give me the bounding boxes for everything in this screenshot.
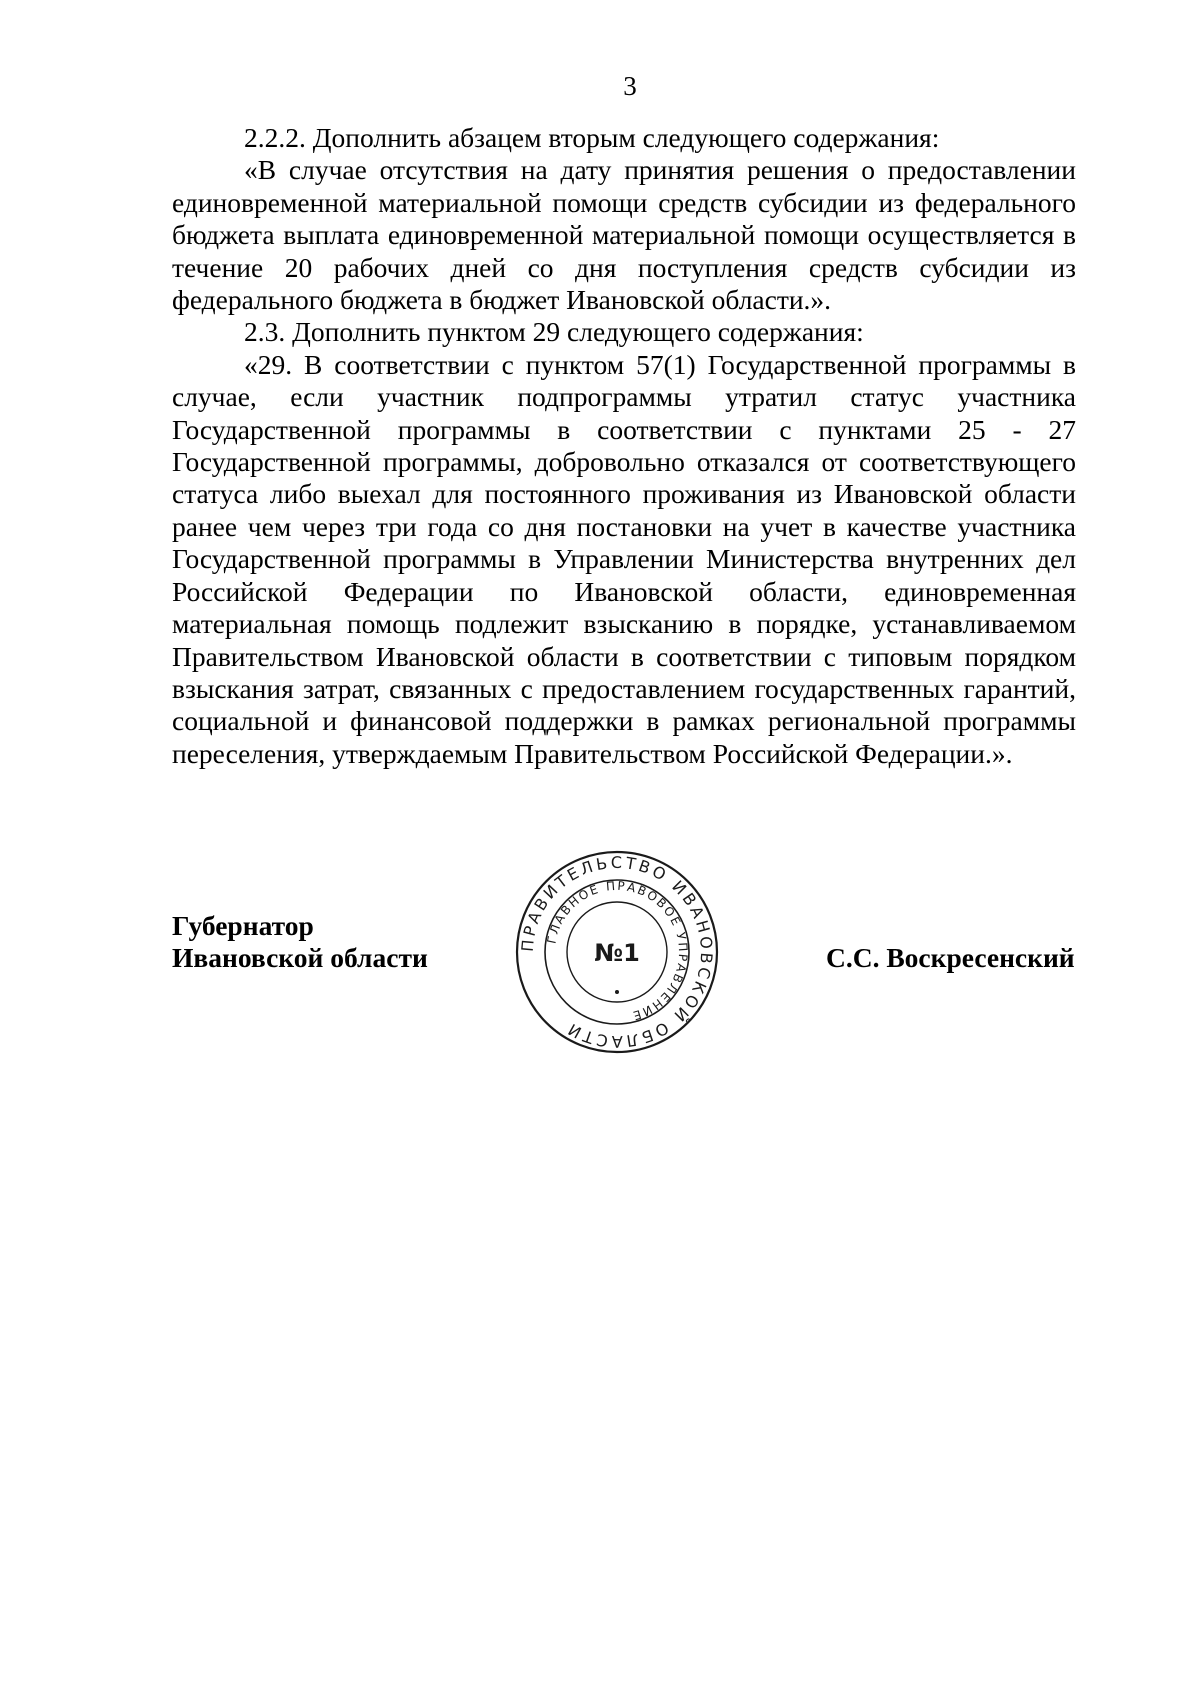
signatory-position-line2: Ивановской области: [172, 942, 428, 974]
paragraph-2-3-heading: 2.3. Дополнить пунктом 29 следующего содержания:: [244, 316, 864, 348]
stamp-number: №1: [594, 939, 640, 967]
signatory-name: С.С. Воскресенский: [826, 942, 1075, 973]
official-stamp: [514, 849, 720, 1055]
signatory-position-line1: Губернатор: [172, 910, 314, 941]
document-body: [172, 122, 1076, 770]
page-number: 3: [623, 71, 637, 101]
paragraph-2-2-2-heading: 2.2.2. Дополнить абзацем вторым следующего содержания:: [244, 122, 940, 153]
stamp-outer-text: ПРАВИТЕЛЬСТВО ИВАНОВСКОЙ ОБЛАСТИ: [517, 852, 717, 1052]
paragraph-2-2-2-text: «В случае отсутствия на дату принятия решения о предоставлении единовременной материальной помощи средств субсидии из федерального бюджета выплата единовременной материальной помощи осуществляется в течение 20 рабочих дней со дня поступления средств субсидии из федерального бюджета в бюджет Ивановской области.».: [172, 154, 1076, 316]
stamp-inner-text: ГЛАВНОЕ ПРАВОВОЕ УПРАВЛЕНИЕ: [544, 878, 691, 1024]
paragraph-29-text: «29. В соответствии с пунктом 57(1) Государственной программы в случае, если участник подпрограммы утратил статус участника Государственной программы в соответствии с пунктами 25 - 27 Государственной программы, добровольно отказался от соответствующего статуса либо выехал для постоянного проживания из Ивановской области ранее чем через три года со дня постановки на учет в качестве участника Государственной программы в Управлении Министерства внутренних дел Российской Федерации по Ивановской области, единовременная материальная помощь подлежит взысканию в порядке, устанавливаемом Правительством Ивановской области в соответствии с типовым порядком взыскания затрат, связанных с предоставлением государственных гарантий, социальной и финансовой поддержки в рамках региональной программы переселения, утверждаемым Правительством Российской Федерации.».: [172, 348, 1076, 769]
signatory-position: [172, 910, 428, 975]
stamp-dot: [615, 990, 619, 994]
